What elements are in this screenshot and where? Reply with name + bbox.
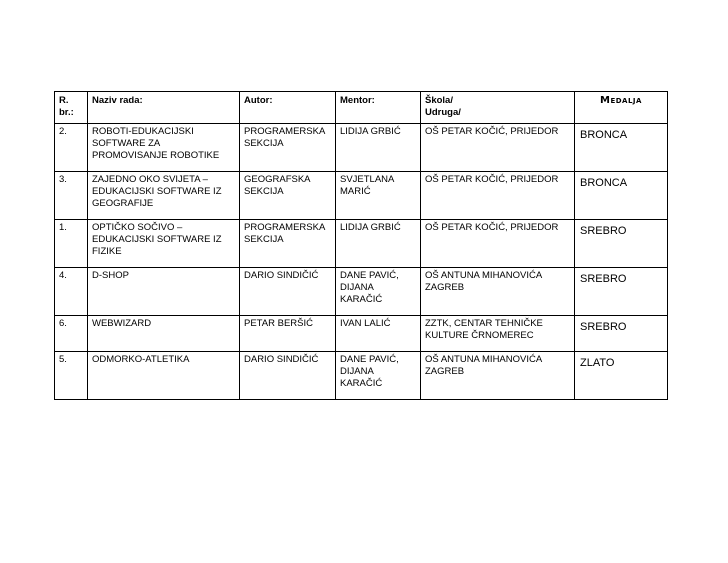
table-header-row	[55, 92, 668, 124]
cell-line: KULTURE ČRNOMEREC	[425, 330, 534, 341]
cell-rb: 6.	[55, 316, 88, 352]
cell-medalja: SREBRO	[575, 268, 668, 316]
cell-autor	[240, 316, 336, 352]
cell-line: PROGRAMERSKA	[244, 126, 326, 137]
cell-skola	[421, 316, 575, 352]
cell-line: KARAČIĆ	[340, 378, 383, 389]
cell-line: ZAGREB	[425, 282, 465, 293]
cell-line: PROMOVISANJE ROBOTIKE	[92, 150, 220, 161]
cell-mentor	[336, 268, 421, 316]
results-table	[54, 91, 668, 400]
cell-line: KARAČIĆ	[340, 294, 383, 305]
table-row	[55, 268, 668, 316]
cell-skola	[421, 172, 575, 220]
cell-mentor	[336, 316, 421, 352]
cell-line: ZAGREB	[425, 366, 465, 377]
cell-line: PROGRAMERSKA	[244, 222, 326, 233]
cell-line: D-SHOP	[92, 270, 129, 281]
cell-rb: 4.	[55, 268, 88, 316]
cell-line: FIZIKE	[92, 246, 122, 257]
cell-autor	[240, 268, 336, 316]
header-naziv: Naziv rada:	[88, 92, 240, 124]
cell-naziv	[88, 220, 240, 268]
cell-skola	[421, 124, 575, 172]
cell-line: IVAN LALIĆ	[340, 318, 391, 329]
cell-mentor	[336, 172, 421, 220]
cell-line: OŠ ANTUNA MIHANOVIĆA	[425, 270, 543, 281]
cell-line: DARIO SINDIČIĆ	[244, 354, 319, 365]
cell-rb: 1.	[55, 220, 88, 268]
cell-line: OPTIČKO SOČIVO –	[92, 222, 183, 233]
cell-line: OŠ PETAR KOČIĆ, PRIJEDOR	[425, 126, 559, 137]
cell-line: LIDIJA GRBIĆ	[340, 222, 401, 233]
header-autor: Autor:	[240, 92, 336, 124]
cell-naziv	[88, 172, 240, 220]
cell-line: PETAR BERŠIĆ	[244, 318, 313, 329]
table-row	[55, 220, 668, 268]
cell-line: ZZTK, CENTAR TEHNIČKE	[425, 318, 543, 329]
table-row	[55, 316, 668, 352]
cell-rb: 3.	[55, 172, 88, 220]
cell-autor	[240, 124, 336, 172]
table-row	[55, 124, 668, 172]
cell-naziv	[88, 268, 240, 316]
cell-line: DIJANA	[340, 366, 374, 377]
cell-line: LIDIJA GRBIĆ	[340, 126, 401, 137]
cell-mentor	[336, 124, 421, 172]
cell-medalja: SREBRO	[575, 316, 668, 352]
cell-line: SEKCIJA	[244, 138, 284, 149]
cell-line: DANE PAVIĆ,	[340, 354, 399, 365]
cell-line: EDUKACIJSKI SOFTWARE IZ	[92, 234, 222, 245]
cell-autor	[240, 172, 336, 220]
cell-line: DANE PAVIĆ,	[340, 270, 399, 281]
table-body	[55, 124, 668, 400]
cell-line: ZAJEDNO OKO SVIJETA –	[92, 174, 208, 185]
cell-line: DARIO SINDIČIĆ	[244, 270, 319, 281]
cell-line: MARIĆ	[340, 186, 371, 197]
cell-skola	[421, 268, 575, 316]
cell-medalja: ZLATO	[575, 352, 668, 400]
cell-naziv	[88, 316, 240, 352]
table-row	[55, 172, 668, 220]
cell-mentor	[336, 352, 421, 400]
cell-line: GEOGRAFSKA	[244, 174, 311, 185]
cell-line: GEOGRAFIJE	[92, 198, 154, 209]
cell-naziv	[88, 352, 240, 400]
cell-line: SOFTWARE ZA	[92, 138, 161, 149]
cell-line: ROBOTI-EDUKACIJSKI	[92, 126, 194, 137]
cell-line: WEBWIZARD	[92, 318, 152, 329]
cell-autor	[240, 220, 336, 268]
header-rb: R. br.:	[55, 92, 88, 124]
cell-autor	[240, 352, 336, 400]
header-skola: Škola/ Udruga/	[421, 92, 575, 124]
cell-medalja: SREBRO	[575, 220, 668, 268]
cell-line: OŠ PETAR KOČIĆ, PRIJEDOR	[425, 174, 559, 185]
cell-line: EDUKACIJSKI SOFTWARE IZ	[92, 186, 222, 197]
cell-rb: 2.	[55, 124, 88, 172]
cell-line: OŠ ANTUNA MIHANOVIĆA	[425, 354, 543, 365]
cell-skola	[421, 352, 575, 400]
cell-line: ODMORKO-ATLETIKA	[92, 354, 190, 365]
header-mentor: Mentor:	[336, 92, 421, 124]
cell-skola	[421, 220, 575, 268]
cell-medalja: BRONCA	[575, 124, 668, 172]
cell-naziv	[88, 124, 240, 172]
header-medalja: Medalja	[575, 92, 668, 124]
cell-line: SEKCIJA	[244, 234, 284, 245]
table-row	[55, 352, 668, 400]
cell-rb: 5.	[55, 352, 88, 400]
cell-line: OŠ PETAR KOČIĆ, PRIJEDOR	[425, 222, 559, 233]
cell-medalja: BRONCA	[575, 172, 668, 220]
cell-mentor	[336, 220, 421, 268]
cell-line: DIJANA	[340, 282, 374, 293]
cell-line: SVJETLANA	[340, 174, 395, 185]
cell-line: SEKCIJA	[244, 186, 284, 197]
